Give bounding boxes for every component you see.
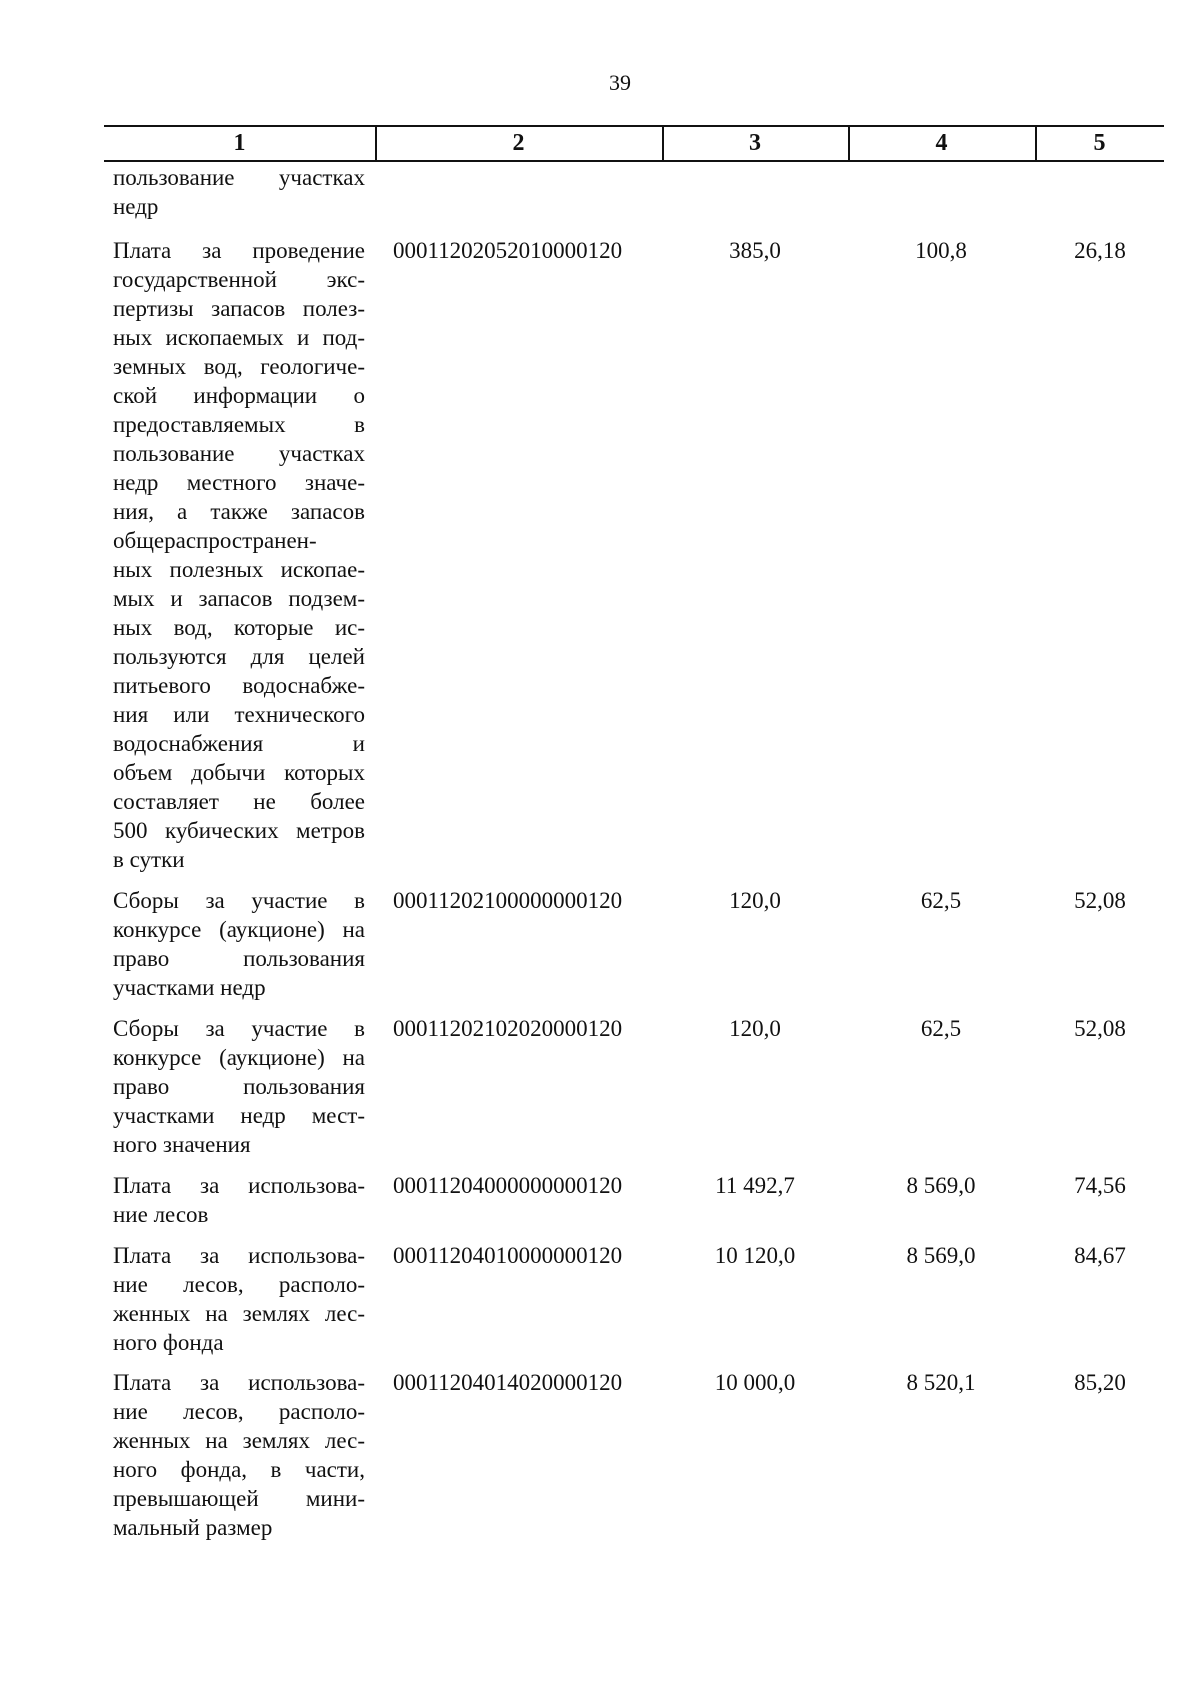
row-description	[113, 1171, 365, 1229]
description-line: ных ископаемых и под-	[113, 325, 365, 350]
row-description	[113, 886, 365, 1002]
description-line: ного фонда, в части,	[113, 1457, 365, 1482]
description-line: Плата за использова-	[113, 1370, 365, 1395]
description-line: в сутки	[113, 847, 185, 872]
row-col-3: 385,0	[729, 238, 781, 263]
row-col-3: 10 000,0	[714, 1370, 796, 1395]
description-line: пользуются для целей	[113, 644, 365, 669]
row-col-4: 8 520,1	[906, 1370, 976, 1395]
header-col-5: 5	[1093, 130, 1106, 156]
row-col-5: 26,18	[1074, 238, 1126, 263]
row-col-4: 8 569,0	[906, 1173, 976, 1198]
row-col-4: 8 569,0	[906, 1243, 976, 1268]
description-line: 500 кубических метров	[113, 818, 365, 843]
description-line: государственной экс-	[113, 267, 365, 292]
description-line: мальный размер	[113, 1515, 273, 1540]
description-line: ние лесов, располо-	[113, 1272, 365, 1297]
row-col-3: 10 120,0	[714, 1243, 796, 1268]
description-line: недр местного значе-	[113, 470, 365, 495]
row-code: 00011204014020000120	[393, 1370, 623, 1395]
row-col-5: 52,08	[1074, 888, 1126, 913]
row-code: 00011204000000000120	[393, 1173, 623, 1198]
description-line: ние лесов	[113, 1202, 209, 1227]
row-col-5: 74,56	[1074, 1173, 1126, 1198]
row-description	[113, 236, 365, 874]
row-code: 00011202100000000120	[393, 888, 623, 913]
row-description	[113, 1241, 365, 1357]
description-line: ных вод, которые ис-	[113, 615, 365, 640]
description-line: право пользования	[113, 1074, 365, 1099]
description-line: мых и запасов подзем-	[113, 586, 365, 611]
row-code: 00011202052010000120	[393, 238, 623, 263]
row-description	[113, 1014, 365, 1159]
description-line: превышающей мини-	[113, 1486, 365, 1511]
description-line: право пользования	[113, 946, 365, 971]
row-code: 00011204010000000120	[393, 1243, 623, 1268]
description-line: общераспространен-	[113, 528, 317, 553]
description-line: Сборы за участие в	[113, 1016, 365, 1041]
row-code: 00011202102020000120	[393, 1016, 623, 1041]
header-col-3: 3	[749, 130, 761, 156]
row-col-5: 84,67	[1074, 1243, 1126, 1268]
row-col-3: 120,0	[729, 1016, 781, 1041]
row-col-5: 85,20	[1074, 1370, 1126, 1395]
description-line: Плата за использова-	[113, 1243, 365, 1268]
row-col-4: 100,8	[915, 238, 967, 263]
header-col-1: 1	[233, 130, 246, 156]
description-line: конкурсе (аукционе) на	[113, 1045, 365, 1070]
description-line: ние лесов, располо-	[113, 1399, 365, 1424]
row-col-4: 62,5	[920, 1016, 962, 1041]
description-line: участками недр	[113, 975, 266, 1000]
description-line: составляет не более	[113, 789, 365, 814]
description-line: недр	[113, 194, 159, 219]
row-col-4: 62,5	[920, 888, 962, 913]
description-line: женных на землях лес-	[113, 1428, 365, 1453]
description-line: ного значения	[113, 1132, 251, 1157]
header-col-2: 2	[512, 130, 525, 156]
description-line: земных вод, геологиче-	[113, 354, 365, 379]
row-col-3: 11 492,7	[715, 1173, 795, 1198]
description-line: женных на землях лес-	[113, 1301, 365, 1326]
description-line: водоснабжения и	[113, 731, 365, 756]
description-line: конкурсе (аукционе) на	[113, 917, 365, 942]
description-line: ния или технического	[113, 702, 365, 727]
description-line: Сборы за участие в	[113, 888, 365, 913]
row-col-5: 52,08	[1074, 1016, 1126, 1041]
description-line: Плата за проведение	[113, 238, 365, 263]
row-description	[113, 1368, 365, 1542]
description-line: объем добычи которых	[113, 760, 365, 785]
row-col-3: 120,0	[729, 888, 781, 913]
table-header-bottom-rule	[104, 160, 1164, 162]
description-line: ных полезных ископае-	[113, 557, 365, 582]
description-line: пользование участках	[113, 441, 365, 466]
row-description	[113, 163, 365, 221]
description-line: ния, а также запасов	[113, 499, 365, 524]
description-line: ного фонда	[113, 1330, 224, 1355]
description-line: пользование участках	[113, 165, 365, 190]
description-line: питьевого водоснабже-	[113, 673, 365, 698]
description-line: Плата за использова-	[113, 1173, 365, 1198]
description-line: ской информации о	[113, 383, 365, 408]
description-line: предоставляемых в	[113, 412, 365, 437]
description-line: участками недр мест-	[113, 1103, 365, 1128]
header-col-4: 4	[935, 130, 948, 156]
description-line: пертизы запасов полез-	[113, 296, 365, 321]
page-number: 39	[609, 70, 631, 95]
